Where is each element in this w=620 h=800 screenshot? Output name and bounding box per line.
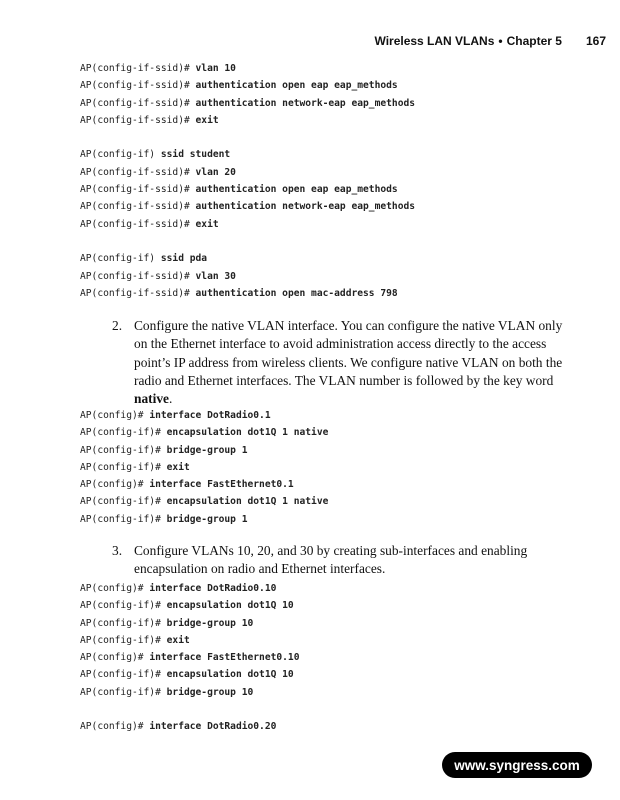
code-blank-line <box>80 701 300 718</box>
code-prompt: AP(config-if-ssid)# <box>80 114 196 126</box>
code-command: vlan 20 <box>195 166 236 178</box>
code-line <box>80 615 300 632</box>
code-line <box>80 476 328 493</box>
code-line <box>80 493 328 510</box>
code-line <box>80 216 415 233</box>
code-command: bridge-group 10 <box>166 686 254 698</box>
code-command: bridge-group 1 <box>166 444 248 456</box>
code-block-vlan-subinterfaces <box>80 580 300 736</box>
code-command: encapsulation dot1Q 1 native <box>166 496 329 508</box>
code-prompt: AP(config)# <box>80 410 150 421</box>
code-command: encapsulation dot1Q 10 <box>166 600 294 612</box>
step-2-text: Configure the native VLAN interface. You can configure the native VLAN only on the Ethernet interface to avoid administration access directly to the access point’s IP address from wireless clients. We configure native VLAN on both the radio and Ethernet interfaces. The VLAN number is followed by the key word native. <box>134 318 563 407</box>
code-line <box>80 250 415 267</box>
header-separator: • <box>498 34 503 48</box>
code-command: authentication open eap eap_methods <box>195 184 398 196</box>
code-prompt: AP(config-if)# <box>80 617 167 629</box>
code-prompt: AP(config-if-ssid)# <box>80 201 196 213</box>
step-2 <box>112 317 572 408</box>
code-prompt: AP(config-if) <box>80 253 161 265</box>
code-line <box>80 407 328 424</box>
code-command: encapsulation dot1Q 1 native <box>166 427 329 439</box>
code-command: vlan 30 <box>195 270 236 282</box>
code-line <box>80 511 328 528</box>
code-command: encapsulation dot1Q 10 <box>166 669 294 681</box>
code-prompt: AP(config)# <box>80 583 150 594</box>
code-command: authentication open mac-address 798 <box>195 287 398 299</box>
code-command: vlan 10 <box>195 63 236 74</box>
publisher-url: www.syngress.com <box>454 757 580 773</box>
header-chapter: Chapter 5 <box>506 34 562 48</box>
code-prompt: AP(config-if) <box>80 149 161 161</box>
step-2-number: 2. <box>112 318 123 333</box>
code-line <box>80 60 415 77</box>
code-line <box>80 424 328 441</box>
code-command: interface DotRadio0.1 <box>149 410 271 421</box>
code-command: ssid student <box>160 149 231 161</box>
code-line <box>80 649 300 666</box>
code-prompt: AP(config-if)# <box>80 513 167 525</box>
code-command: exit <box>166 461 190 473</box>
code-line <box>80 666 300 683</box>
code-prompt: AP(config-if)# <box>80 669 167 681</box>
code-line <box>80 95 415 112</box>
code-prompt: AP(config-if-ssid)# <box>80 63 196 74</box>
code-prompt: AP(config-if)# <box>80 444 167 456</box>
code-command: interface DotRadio0.20 <box>149 721 277 733</box>
code-line <box>80 684 300 701</box>
code-prompt: AP(config-if-ssid)# <box>80 270 196 282</box>
step-3-number: 3. <box>112 543 123 558</box>
code-line <box>80 285 415 302</box>
code-line <box>80 718 300 735</box>
code-line <box>80 146 415 163</box>
code-prompt: AP(config-if)# <box>80 427 167 439</box>
code-line <box>80 632 300 649</box>
code-command: exit <box>195 218 219 230</box>
code-line <box>80 112 415 129</box>
code-prompt: AP(config-if-ssid)# <box>80 218 196 230</box>
code-prompt: AP(config-if-ssid)# <box>80 97 196 109</box>
code-command: interface DotRadio0.10 <box>149 583 277 594</box>
code-prompt: AP(config)# <box>80 721 150 733</box>
code-prompt: AP(config-if)# <box>80 496 167 508</box>
step-3 <box>112 542 572 579</box>
code-prompt: AP(config)# <box>80 479 150 491</box>
code-command: interface FastEthernet0.10 <box>149 652 300 664</box>
code-command: bridge-group 1 <box>166 513 248 525</box>
running-header <box>374 34 606 48</box>
code-line <box>80 459 328 476</box>
code-line <box>80 580 300 597</box>
code-command: interface FastEthernet0.1 <box>149 479 294 491</box>
step-2-keyword: native <box>134 391 169 407</box>
code-command: authentication network-eap eap_methods <box>195 201 416 213</box>
code-block-ssid-config <box>80 60 415 302</box>
code-command: bridge-group 10 <box>166 617 254 629</box>
code-prompt: AP(config-if)# <box>80 686 167 698</box>
code-prompt: AP(config-if)# <box>80 600 167 612</box>
step-3-text: Configure VLANs 10, 20, and 30 by creating sub-interfaces and enabling encapsulation on radio and Ethernet interfaces. <box>134 543 528 577</box>
code-command: exit <box>166 634 190 646</box>
publisher-url-badge <box>442 752 592 778</box>
code-command: ssid pda <box>160 253 208 265</box>
code-blank-line <box>80 233 415 250</box>
code-prompt: AP(config-if-ssid)# <box>80 80 196 92</box>
code-line <box>80 164 415 181</box>
code-prompt: AP(config-if-ssid)# <box>80 184 196 196</box>
code-line <box>80 268 415 285</box>
page-number: 167 <box>585 34 606 48</box>
code-line <box>80 77 415 94</box>
code-prompt: AP(config-if-ssid)# <box>80 166 196 178</box>
code-line <box>80 198 415 215</box>
code-block-native-vlan <box>80 407 328 528</box>
code-blank-line <box>80 129 415 146</box>
code-prompt: AP(config-if)# <box>80 461 167 473</box>
code-command: authentication network-eap eap_methods <box>195 97 416 109</box>
code-line <box>80 442 328 459</box>
code-command: authentication open eap eap_methods <box>195 80 398 92</box>
header-section-title: Wireless LAN VLANs <box>374 34 495 48</box>
code-prompt: AP(config-if-ssid)# <box>80 287 196 299</box>
code-command: exit <box>195 114 219 126</box>
code-line <box>80 181 415 198</box>
code-prompt: AP(config)# <box>80 652 150 664</box>
code-prompt: AP(config-if)# <box>80 634 167 646</box>
code-line <box>80 597 300 614</box>
